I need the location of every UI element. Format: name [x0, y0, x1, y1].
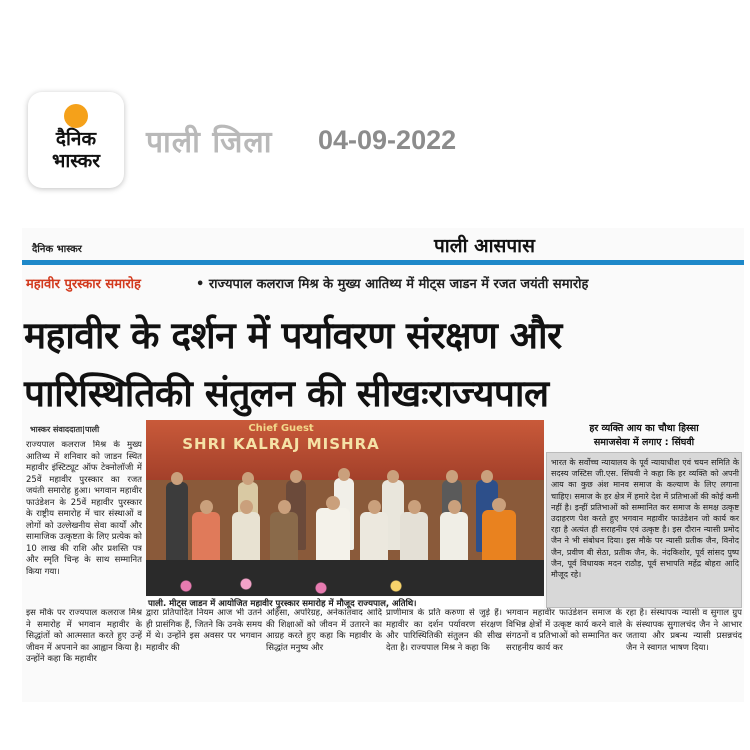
section-title: पाली आसपास [434, 235, 535, 257]
person-head [242, 472, 254, 485]
article-column: भगवान महावीर फाउंडेशन समाज के विभिन्न क्षेत्रों में उत्कृष्ट कार्य करने वाले संगठनों व प्रतिभाओं को सम्मानित कर सराहनीय कार्य कर [506, 608, 622, 653]
person-head [387, 470, 399, 483]
article-column: रहा है। संस्थापक न्यासी व सुगाल ग्रुप के संस्थापक सुगालचंद जैन ने आभार जताया और प्रबन्ध न्यासी प्रसन्नचंद जैन ने स्वागत भाषण दिया। [626, 608, 742, 653]
person-head [326, 496, 340, 510]
person-head [240, 500, 253, 514]
sidebar-heading-line1: हर व्यक्ति आय का चौथा हिस्सा [589, 423, 699, 434]
newspaper-clipping [22, 228, 744, 702]
event-photo [146, 420, 544, 596]
person-head [446, 470, 458, 483]
dainik-bhaskar-logo [28, 92, 124, 188]
sidebar-heading [548, 422, 740, 450]
kicker-text: • राज्यपाल कलराज मिश्र के मुख्य आतिथ्य में मीट्स जाडन में रजत जयंती समारोह [196, 277, 589, 292]
article-column: द्वारा प्रतिपादित नियम आज भी उतने ही प्रासंगिक हैं, जितने कि उनके समय में थे। उन्होंने इस अवसर पर भगवान महावीर की [146, 608, 262, 653]
person-head [481, 470, 493, 483]
logo-line1: दैनिक [55, 128, 97, 150]
sun-icon [64, 104, 88, 128]
page-title: पाली जिला [146, 125, 273, 160]
seated-person [270, 512, 298, 562]
seated-person [232, 512, 260, 562]
person-head [171, 472, 183, 485]
person-head [408, 500, 421, 514]
person-head [290, 470, 302, 483]
sidebar-text: भारत के सर्वोच्च न्यायालय के पूर्व न्यायाधीश एवं चयन समिति के सदस्य जस्टिस जी.एस. सिंघवी ने कहा कि हर व्यक्ति को अपनी आय का कुछ अंश मानव समाज के कल्याण के लिए लगाना चाहिए। समाज के हर क्षेत्र में हमारे देश में प्रतिभाओं की कोई कमी नहीं है। इन्हीं प्रतिभाओं को सम्मानित कर समाज के समक्ष उत्कृष्ट उदाहरण पेश करते हुए भगवान महावीर फाउंडेशन जो कार्य कर रहा है अत्यंत ही सराहनीय एवं उत्कृष्ट है। इस दौरान न्यासी प्रमोद जैन ने भी संबोधन दिया। इस मौके पर न्यासी प्रतीक जैन, विनोद जैन, प्रवीण बी सेठा, प्रतीक जैन, के. नंदकिशोर, पूर्व सांसद पुष्प जैन, पूर्व विधायक मदन राठौड़, पूर्व सभापति महेंद्र बोहरा आदि मौजूद रहे। [551, 458, 739, 580]
standing-person [166, 482, 188, 562]
masthead-left: दैनिक भास्कर [32, 244, 82, 255]
headline-line2: पारिस्थितिकी संतुलन की सीखःराज्यपाल [24, 372, 549, 415]
article-column: अहिंसा, अपरिग्रह, अनेकांतवाद आदि की शिक्षाओं को जीवन में उतारने का आग्रह करते हुए कहा कि महावीर के सिद्धांत मनुष्य और [266, 608, 382, 653]
sidebar-box [546, 452, 742, 608]
page-date: 04-09-2022 [318, 125, 457, 155]
person-head [492, 498, 506, 512]
article-lead-column: राज्यपाल कलराज मिश्र के मुख्य आतिथ्य में शनिवार को जाडन स्थित महावीर इंस्टिट्यूट ऑफ टेक्नोलॉजी में 25वें महावीर पुरस्कार का रजत जयंती समारोह हुआ। भगवान महावीर फाउंडेशन के 25वें महावीर पुरस्कार के राष्ट्रीय समारोह में चार संस्थाओं व लोगों को उल्लेखनीय सेवा कार्यों और सामाजिक उत्कृष्टता के लिए प्रत्येक को 10 लाख की राशि और प्रशस्ति पत्र और स्मृति चिन्ह के साथ सम्मानित किया गया। [26, 440, 142, 577]
person-head [200, 500, 213, 514]
kicker-label: महावीर पुरस्कार समारोह [26, 277, 141, 292]
seated-person [360, 512, 388, 562]
person-head [368, 500, 381, 514]
person-head [278, 500, 291, 514]
person-head [448, 500, 461, 514]
banner-line2: SHRI KALRAJ MISHRA [182, 435, 380, 453]
seated-person [440, 512, 468, 562]
sidebar-heading-line2: समाजसेवा में लगाए : सिंघवी [593, 437, 695, 448]
person-head [338, 468, 350, 481]
headline-line1: महावीर के दर्शन में पर्यावरण संरक्षण और [24, 314, 562, 357]
seated-person [482, 510, 516, 564]
photo-caption: पाली. मीट्स जाडन में आयोजित महावीर पुरस्कार समारोह में मौजूद राज्यपाल, अतिथि। [146, 597, 544, 610]
flower-decoration [156, 576, 456, 596]
logo-line2: भास्कर [51, 150, 101, 172]
byline: भास्कर संवाददाता|पाली [30, 425, 100, 434]
seated-person [400, 512, 428, 562]
article-column: इस मौके पर राज्यपाल कलराज मिश्र ने समारोह में भगवान महावीर के सिद्धांतों को आत्मसात करते हुए उन्हें जीवन में अपनाने का आह्वान किया है। उन्होंने कहा कि महावीर [26, 608, 142, 664]
seated-person [316, 508, 350, 564]
section-divider [22, 260, 744, 265]
article-column: प्राणीमात्र के प्रति करुणा से जुड़े हैं। महावीर का दर्शन पर्यावरण संरक्षण और पारिस्थितिकी संतुलन की सीख देता है। राज्यपाल मिश्र ने कहा कि [386, 608, 502, 653]
seated-person [192, 512, 220, 562]
banner-line1: Chief Guest [248, 423, 314, 434]
